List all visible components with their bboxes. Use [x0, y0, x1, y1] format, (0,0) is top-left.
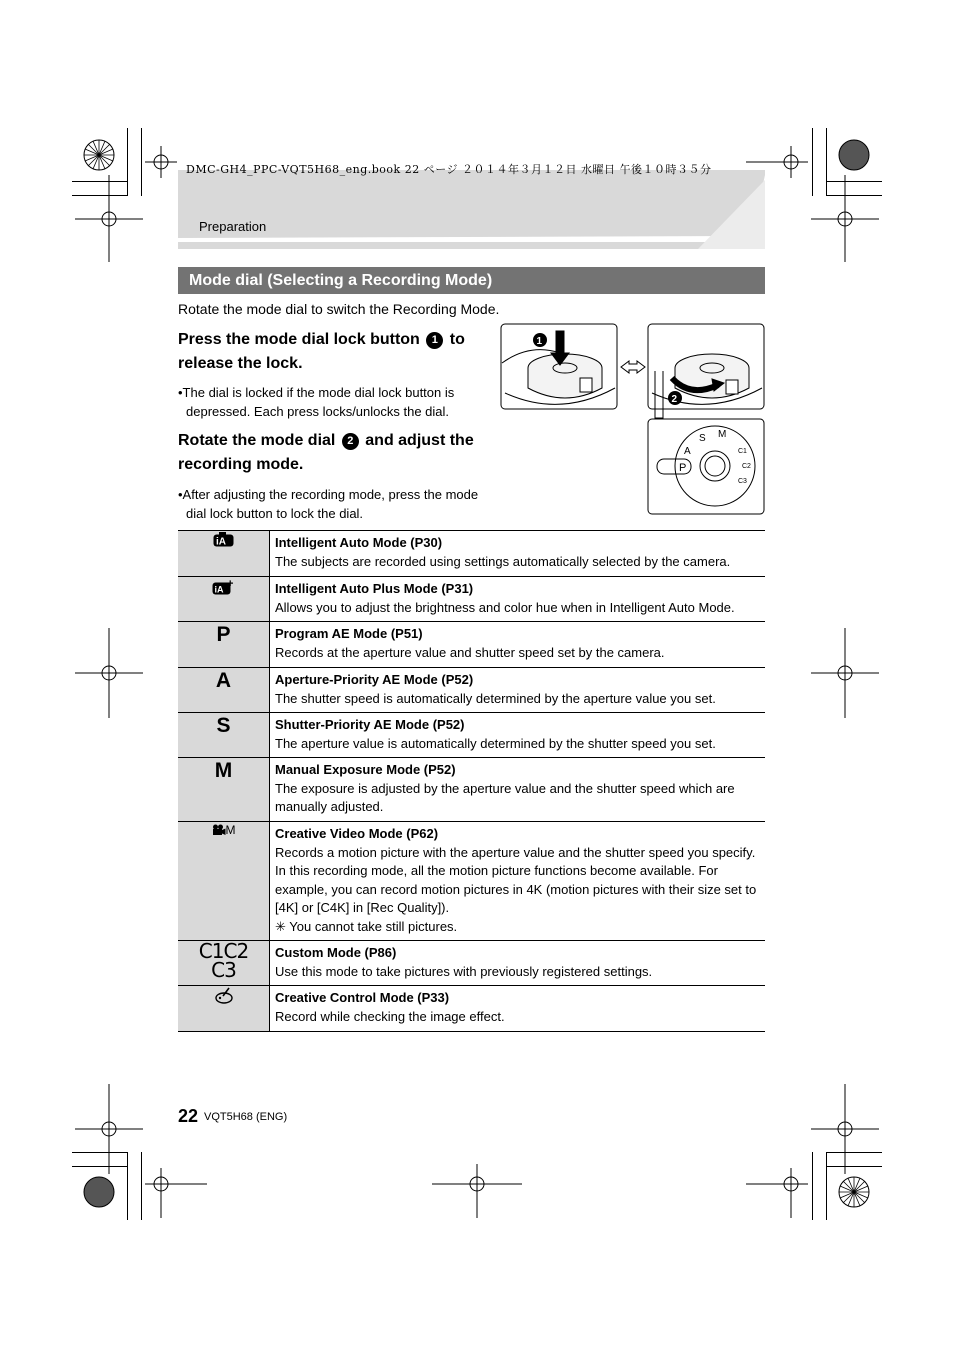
starburst-icon	[839, 1177, 869, 1207]
svg-text:iA: iA	[214, 584, 223, 595]
crosshair-icon	[145, 146, 177, 178]
mode-text: Use this mode to take pictures with previously registered settings.	[275, 963, 653, 979]
step-2-text-after: and adjust the recording mode.	[178, 432, 474, 473]
table-row	[178, 941, 765, 986]
mode-description	[270, 668, 766, 713]
mode-name: Creative Control Mode (P33)	[275, 990, 450, 1005]
callout-1-icon: 1	[426, 332, 443, 349]
section-title: Mode dial (Selecting a Recording Mode)	[178, 267, 765, 294]
mode-text: The subjects are recorded using settings automatically selected by the camera.	[275, 553, 731, 569]
crosshair-icon	[145, 1168, 207, 1218]
mode-name: Creative Video Mode (P62)	[275, 826, 439, 841]
crosshair-icon	[75, 175, 143, 262]
svg-text:2: 2	[671, 394, 678, 405]
mode-description	[270, 531, 766, 577]
creative-video-icon	[178, 822, 270, 941]
document-code: VQT5H68 (ENG)	[204, 1111, 288, 1123]
svg-text:1: 1	[536, 336, 543, 347]
mode-name: Program AE Mode (P51)	[275, 626, 423, 641]
table-row	[178, 622, 765, 668]
crosshair-icon	[811, 1084, 879, 1174]
mode-description	[270, 622, 766, 668]
mode-description	[270, 941, 766, 986]
mode-name: Shutter-Priority AE Mode (P52)	[275, 717, 465, 732]
mode-description	[270, 822, 766, 941]
mode-text: The exposure is adjusted by the aperture value and the shutter speed which are manually adjusted.	[275, 780, 735, 814]
mode-text: The shutter speed is automatically determined by the aperture value you set.	[275, 690, 716, 706]
mode-table	[178, 530, 765, 1032]
crosshair-icon	[811, 628, 879, 718]
table-row	[178, 713, 765, 758]
manual-exposure-icon: M	[178, 758, 270, 822]
crosshair-icon	[432, 1164, 522, 1218]
mode-description	[270, 986, 766, 1032]
step-1-text-before: Press the mode dial lock button	[178, 331, 420, 348]
mode-name: Custom Mode (P86)	[275, 945, 397, 960]
intelligent-auto-plus-icon	[178, 577, 270, 622]
mode-dial-illustration	[500, 323, 766, 517]
svg-text:C1: C1	[738, 448, 747, 455]
table-row	[178, 758, 765, 822]
mode-name: Aperture-Priority AE Mode (P52)	[275, 672, 474, 687]
mode-description	[270, 758, 766, 822]
mode-text: Records a motion picture with the aperture value and the shutter speed you specify. In this recording mode, all the motion picture functions become available. For example, you can record motion pictures in 4K (motion pictures with their size set to [4K] or [C4K] in [Rec Quality]).	[275, 844, 757, 915]
mode-name: Manual Exposure Mode (P52)	[275, 762, 456, 777]
intro-text: Rotate the mode dial to switch the Recording Mode.	[178, 301, 500, 317]
crosshair-icon	[75, 628, 143, 718]
movie-camera-icon	[212, 824, 226, 836]
page-number: 22	[178, 1106, 199, 1126]
table-row	[178, 531, 765, 577]
header-band-curve	[178, 170, 766, 250]
starburst-icon	[84, 140, 114, 170]
mode-name: Intelligent Auto Mode (P30)	[275, 535, 443, 550]
custom-mode-icon	[178, 941, 270, 986]
step-1-text-after: to release the lock.	[178, 331, 465, 372]
section-label: Preparation	[199, 219, 267, 234]
table-row	[178, 668, 765, 713]
mode-text: The aperture value is automatically determined by the shutter speed you set.	[275, 735, 716, 751]
table-row	[178, 986, 765, 1032]
mode-text: Record while checking the image effect.	[275, 1008, 505, 1024]
table-row	[178, 822, 765, 941]
file-info-line: DMC-GH4_PPC-VQT5H68_eng.book 22 ページ ２０１４年３月１２日 水曜日 午後１０時３５分	[186, 163, 712, 176]
svg-text:+: +	[226, 578, 233, 590]
mode-name: Intelligent Auto Plus Mode (P31)	[275, 581, 474, 596]
starburst-icon	[84, 1177, 114, 1207]
creative-control-icon	[178, 986, 270, 1032]
crosshair-icon	[746, 1168, 808, 1218]
creative-video-letter: M	[225, 823, 236, 837]
table-row	[178, 577, 765, 622]
svg-text:C2: C2	[742, 463, 751, 470]
aperture-priority-icon: A	[178, 668, 270, 713]
mode-description	[270, 577, 766, 622]
starburst-icon	[839, 140, 869, 170]
callout-2-icon: 2	[342, 433, 359, 450]
mode-note: ✳ You cannot take still pictures.	[275, 918, 458, 934]
step-2-text-before: Rotate the mode dial	[178, 432, 336, 449]
svg-text:C3: C3	[738, 478, 747, 485]
step-2-note: •After adjusting the recording mode, press the mode dial lock button to lock the dial.	[178, 487, 479, 521]
svg-text:iA: iA	[215, 536, 226, 548]
custom-mode-icon-line1: C1C2	[198, 939, 249, 963]
program-mode-icon: P	[178, 622, 270, 668]
step-1	[178, 328, 498, 376]
svg-text:A: A	[684, 446, 691, 457]
svg-text:S: S	[699, 433, 706, 444]
mode-text: Records at the aperture value and shutter speed set by the camera.	[275, 644, 665, 660]
intelligent-auto-icon	[178, 531, 270, 577]
custom-mode-icon-line2: C3	[211, 958, 236, 982]
shutter-priority-icon: S	[178, 713, 270, 758]
crosshair-icon	[811, 175, 879, 262]
mode-description	[270, 713, 766, 758]
crosshair-icon	[75, 1084, 143, 1174]
svg-text:P: P	[679, 462, 687, 474]
mode-text: Allows you to adjust the brightness and color hue when in Intelligent Auto Mode.	[275, 599, 735, 615]
step-1-note: •The dial is locked if the mode dial lock button is depressed. Each press locks/unlocks the dial.	[178, 385, 455, 419]
svg-text:M: M	[718, 429, 727, 440]
step-2	[178, 429, 498, 477]
